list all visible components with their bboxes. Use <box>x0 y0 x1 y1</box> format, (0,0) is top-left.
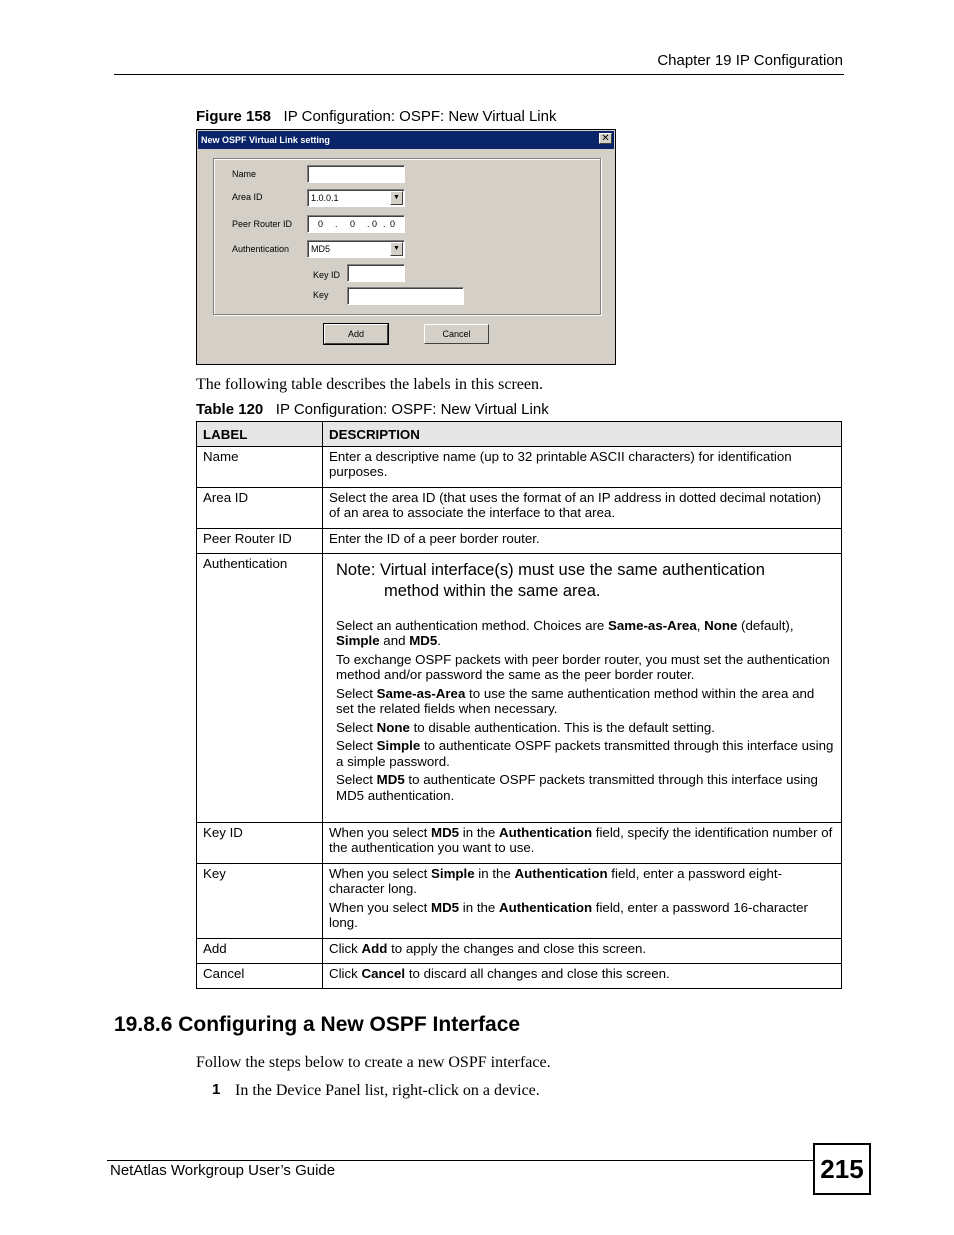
column-header-label: LABEL <box>197 422 323 447</box>
row-description <box>323 863 842 938</box>
row-label: Key <box>197 863 323 938</box>
key-input[interactable] <box>347 287 464 305</box>
note-line-2: method within the same area. <box>384 581 601 600</box>
auth-paragraph: Select MD5 to authenticate OSPF packets transmitted through this interface using MD5 authentication. <box>336 772 818 803</box>
ip-dot-1: . <box>335 219 338 229</box>
auth-paragraphs <box>329 618 835 804</box>
footer-guide: NetAtlas Workgroup User’s Guide <box>110 1162 336 1179</box>
key-id-input[interactable] <box>347 264 405 282</box>
row-label: Authentication <box>197 553 323 822</box>
labels-table <box>196 421 842 989</box>
area-id-select[interactable] <box>307 189 405 207</box>
ip-octet-3: 0 <box>372 219 378 229</box>
chapter-header: Chapter 19 IP Configuration <box>657 52 843 69</box>
table-title: IP Configuration: OSPF: New Virtual Link <box>275 401 549 418</box>
table-row <box>197 487 842 528</box>
table-row <box>197 528 842 553</box>
row-label: Area ID <box>197 487 323 528</box>
ip-octet-1: 0 <box>318 219 324 229</box>
key-paragraph: When you select Simple in the Authentication field, enter a password eight-character long. <box>329 865 783 896</box>
figure-label: Figure 158 <box>196 108 272 125</box>
figure-title: IP Configuration: OSPF: New Virtual Link <box>283 108 557 125</box>
table-row <box>197 553 842 822</box>
auth-paragraph: Select an authentication method. Choices are Same-as-Area, None (default), Simple and MD5. <box>336 617 794 648</box>
row-description: Click Cancel to discard all changes and close this screen. <box>323 963 842 988</box>
auth-paragraph: Select Same-as-Area to use the same authentication method within the area and set the related fields when necessary. <box>336 685 815 716</box>
table-row <box>197 822 842 863</box>
row-label: Peer Router ID <box>197 528 323 553</box>
auth-paragraph: To exchange OSPF packets with peer border router, you must set the authentication method and/or password the same as the peer border router. <box>336 651 830 682</box>
ip-dot-2: . <box>367 219 370 229</box>
name-input[interactable] <box>307 165 405 183</box>
dialog-title: New OSPF Virtual Link setting <box>198 131 614 149</box>
ip-octet-2: 0 <box>350 219 356 229</box>
step-text: In the Device Panel list, right-click on a device. <box>235 1082 540 1099</box>
authentication-label: Authentication <box>232 244 290 254</box>
close-icon[interactable]: ✕ <box>599 133 612 144</box>
key-paragraph: When you select MD5 in the Authentication field, enter a password 16-character long. <box>329 899 808 930</box>
intro-text: The following table describes the labels in this screen. <box>196 376 544 393</box>
row-label: Key ID <box>197 822 323 863</box>
area-id-label: Area ID <box>232 192 263 202</box>
key-id-label: Key ID <box>313 270 341 280</box>
ip-dot-3: . <box>383 219 386 229</box>
chevron-down-icon[interactable]: ▼ <box>390 191 403 205</box>
column-header-description: DESCRIPTION <box>323 422 842 447</box>
virtual-link-dialog <box>196 129 616 365</box>
footer-rule <box>107 1160 813 1161</box>
area-id-value: 1.0.0.1 <box>311 193 339 203</box>
note-line-1: Note: Virtual interface(s) must use the same authentication <box>336 560 765 579</box>
row-description: When you select MD5 in the Authentication field, specify the identification number of the authentication you want to use. <box>323 822 842 863</box>
table-row <box>197 863 842 938</box>
cancel-button[interactable]: Cancel <box>424 324 489 344</box>
table-label: Table 120 <box>196 401 264 418</box>
row-description: Enter the ID of a peer border router. <box>323 528 842 553</box>
peer-router-id-label: Peer Router ID <box>232 219 293 229</box>
note <box>336 560 835 602</box>
key-label: Key <box>313 290 329 300</box>
auth-paragraph: Select None to disable authentication. This is the default setting. <box>336 719 715 735</box>
chevron-down-icon[interactable]: ▼ <box>390 242 403 256</box>
row-description: Click Add to apply the changes and close this screen. <box>323 938 842 963</box>
step-number: 1 <box>212 1081 221 1098</box>
authentication-select[interactable] <box>307 240 405 258</box>
table-caption <box>196 401 549 418</box>
table-row <box>197 938 842 963</box>
add-button[interactable]: Add <box>324 324 388 344</box>
row-description: Select the area ID (that uses the format of an IP address in dotted decimal notation) of an area to associate the interface to that area. <box>323 487 842 528</box>
row-label: Add <box>197 938 323 963</box>
authentication-value: MD5 <box>311 244 331 254</box>
header-rule <box>114 74 844 75</box>
row-description <box>323 553 842 822</box>
table-header-row <box>197 422 842 447</box>
body-text: Follow the steps below to create a new OSPF interface. <box>196 1054 551 1071</box>
peer-router-id-input[interactable] <box>307 215 405 233</box>
auth-paragraph: Select Simple to authenticate OSPF packets transmitted through this interface using a simple password. <box>336 738 834 769</box>
page-number: 215 <box>813 1143 871 1195</box>
table-row <box>197 963 842 988</box>
row-label: Cancel <box>197 963 323 988</box>
ip-octet-4: 0 <box>390 219 396 229</box>
name-label: Name <box>232 169 257 179</box>
figure-caption <box>196 108 556 125</box>
section-heading: 19.8.6 Configuring a New OSPF Interface <box>114 1013 521 1036</box>
table-row <box>197 446 842 487</box>
row-label: Name <box>197 446 323 487</box>
row-description: Enter a descriptive name (up to 32 printable ASCII characters) for identification purposes. <box>323 446 842 487</box>
